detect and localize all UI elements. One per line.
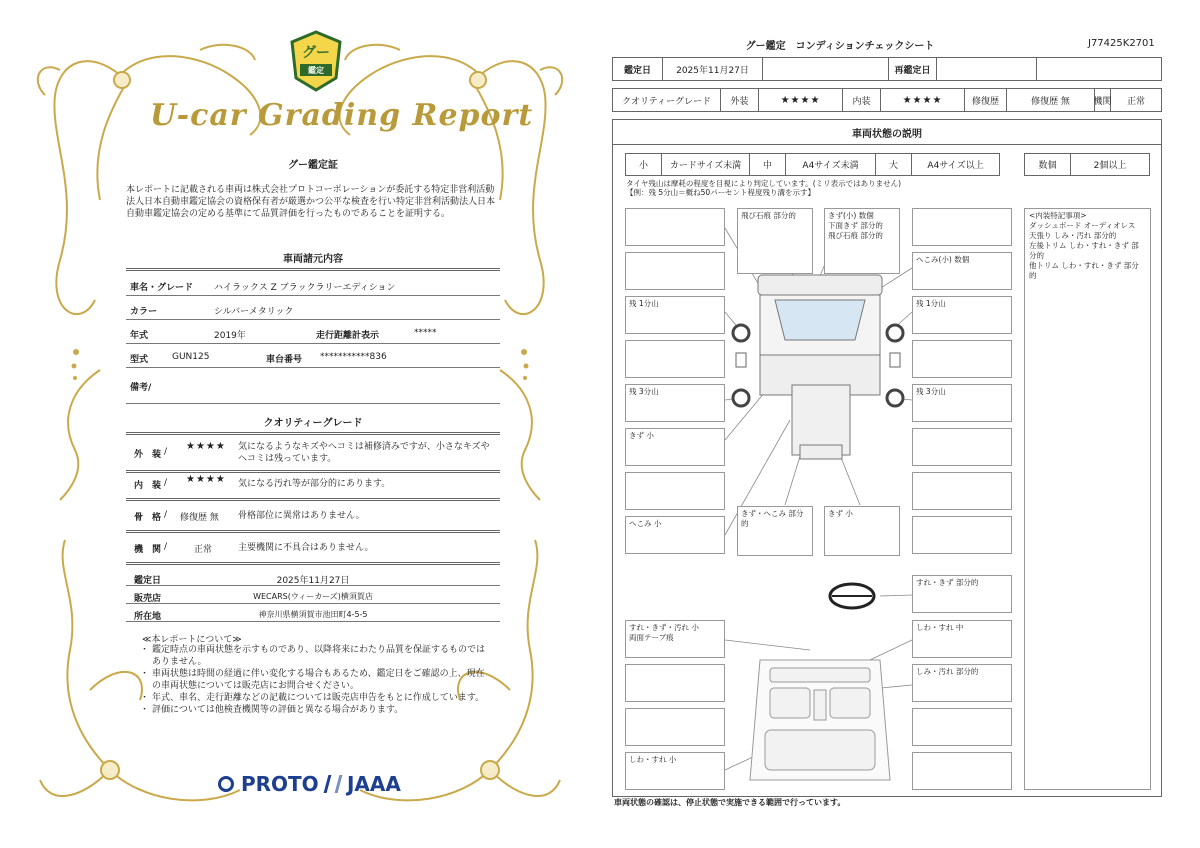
damage-box: [625, 472, 725, 510]
divider: [126, 432, 500, 435]
ribbon-bottom-left: [63, 540, 110, 770]
proto-logo: [218, 772, 319, 796]
logo-subtext: 鑑定: [308, 66, 324, 75]
spec-value: ハイラックス Z ブラックラリーエディション: [214, 283, 396, 293]
goo-appraisal-logo: [288, 30, 344, 92]
quality-label: 外 装: [134, 450, 162, 460]
quality-slash: /: [164, 542, 168, 552]
exterior-stars: ★★★★: [186, 441, 226, 452]
date-value: 2025年11月27日: [663, 58, 763, 80]
quality-slash: /: [164, 510, 168, 520]
legend-large: 大: [876, 154, 912, 175]
specs-title: 車両諸元内容: [283, 254, 343, 265]
footer-label: 販売店: [134, 594, 162, 604]
spec-label: 車名・グレード: [130, 283, 194, 293]
damage-box: 残 1分山: [912, 296, 1012, 334]
sheet-footer: 車両状態の確認は、停止状態で実施できる範囲で行っています。: [614, 798, 846, 807]
divider: [126, 470, 500, 473]
spec-row-year: [126, 320, 500, 344]
damage-box: 残 3分山: [625, 384, 725, 422]
damage-box: [912, 708, 1012, 746]
legend-count: 数個: [1025, 154, 1071, 175]
footer-label: 鑑定日: [134, 576, 162, 586]
legend-mid-desc: A4サイズ未満: [786, 154, 876, 175]
proto-mark-icon: [218, 776, 234, 792]
quality-row-interior: [126, 474, 500, 500]
damage-box: きず 小: [625, 428, 725, 466]
tire-note-line: タイヤ残山は摩耗の程度を目視により判定しています。(ミリ表示ではありません): [626, 179, 902, 188]
tire-note-line: 【例：残 5分山＝概ね50パーセント程度残り溝を示す】: [626, 188, 816, 197]
damage-box: [625, 664, 725, 702]
divider: [126, 268, 500, 271]
spec-value: GUN125: [172, 352, 210, 362]
interior-note: ダッシュボード オーディオレス: [1029, 221, 1136, 230]
quality-desc: 気になる汚れ等が部分的にあります。: [238, 479, 391, 489]
note-item: ・ 年式、車名、走行距離などの記載については販売店申告をもとに作成しています。: [140, 692, 490, 704]
condition-title: 車両状態の説明: [612, 119, 1162, 145]
interior-stars: ★★★★: [186, 474, 226, 485]
interior-note: 天張り しみ・汚れ 部分的: [1029, 231, 1117, 240]
truck-top-view: [758, 275, 882, 459]
logo-text: グー: [302, 45, 330, 61]
spec-value: ***********836: [320, 352, 387, 362]
quality-label: 機 関: [134, 545, 162, 555]
spec-label: 備考/: [130, 383, 152, 393]
notes-list: [140, 644, 490, 716]
spec-label: 型式: [130, 355, 149, 365]
footer-row-address: [126, 604, 500, 622]
damage-box: きず 小: [824, 506, 900, 556]
spec-label: 年式: [130, 331, 149, 341]
damage-box: [625, 340, 725, 378]
footer-value: 神奈川県横須賀市池田町4-5-5: [258, 610, 368, 619]
interior-stars: ★★★★: [881, 89, 965, 111]
footer-row-date: [126, 568, 500, 586]
damage-box: すれ・きず 部分的: [912, 575, 1012, 613]
damage-box: きず・へこみ 部分的: [737, 506, 813, 556]
grade-label: クオリティーグレード: [613, 89, 721, 111]
interior-note: 他トリム しわ・すれ・きず 部分的: [1029, 261, 1139, 280]
engine-value: 正常: [1126, 96, 1145, 107]
damage-box: [912, 428, 1012, 466]
legend-small-desc: カードサイズ未満: [662, 154, 750, 175]
damage-box: すれ・きず・汚れ 小 両面テープ痕: [625, 620, 725, 658]
damage-box: しわ・すれ 中: [912, 620, 1012, 658]
spec-value: 2019年: [214, 331, 246, 341]
quality-row-exterior: [126, 438, 500, 472]
certificate-heading: グー鑑定証: [288, 160, 338, 171]
damage-box: [625, 208, 725, 246]
damage-box: 飛び石痕 部分的: [737, 208, 813, 274]
quality-row-frame: [126, 508, 500, 532]
note-item: ・ 鑑定時点の車両状態を示すものであり、以降将来にわたり品質を保証するものではありません。: [140, 644, 490, 668]
note-item: ・ 評価については他検査機関等の評価と異なる場合があります。: [140, 704, 490, 716]
spec-value: *****: [414, 328, 437, 338]
spec-label: 車台番号: [266, 355, 303, 365]
notes-title: ≪本レポートについて≫: [142, 635, 242, 645]
condition-check-sheet: [600, 0, 1200, 848]
jaaa-logo-text: JAAA: [346, 772, 401, 796]
quality-label: 骨 格: [134, 513, 162, 523]
interior-top-view: [750, 660, 890, 780]
footer-label: 所在地: [134, 612, 162, 622]
legend-mid: 中: [750, 154, 786, 175]
interior-notes: [1024, 208, 1151, 790]
spec-label: 走行距離計表示: [316, 331, 380, 341]
date-label: 鑑定日: [613, 58, 663, 80]
spec-row-color: [126, 296, 500, 320]
spec-value: シルバーメタリック: [214, 307, 294, 317]
damage-box: [912, 472, 1012, 510]
spec-row-name: [126, 272, 500, 296]
jaaa-mark-icon: [324, 775, 343, 793]
divider: [126, 530, 500, 533]
sheet-title: グー鑑定 コンディションチェックシート: [745, 41, 935, 52]
ribbon-top-left: [54, 61, 120, 314]
spec-label: カラー: [130, 307, 158, 317]
repair-label: 修復歴: [965, 89, 1007, 111]
damage-box: [625, 252, 725, 290]
report-script-title: U-car Grading Report: [150, 98, 534, 133]
divider: [126, 562, 500, 565]
legend-large-desc: A4サイズ以上: [927, 161, 984, 171]
quality-desc: 骨格部位に異常はありません。: [238, 511, 365, 521]
damage-box: 残 1分山: [625, 296, 725, 334]
note-item: ・ 車両状態は時間の経過に伴い変化する場合もあるため、鑑定日をご確認の上、現在の車両状態については販売店にお問合せください。: [140, 668, 490, 692]
certificate-intro: 本レポートに記載される車両は株式会社プロトコーポレーションが委託する特定非営利活動法人日本自動車鑑定協会の資格保有者が厳選かつ公平な検査を行い特定非営利活動法人日本自動車鑑定協会の定める基準にて品質評価を行ったものであることを証明する。: [126, 185, 496, 219]
interior-notes-title: <内装特記事項>: [1029, 211, 1087, 220]
proto-logo-text: PROTO: [240, 772, 319, 796]
footer-value: 2025年11月27日: [276, 576, 350, 586]
legend-count-desc: 2個以上: [1093, 161, 1127, 171]
quality-label: 内 装: [134, 481, 162, 491]
engine-label: 機関: [1095, 89, 1111, 111]
steering-wheel-icon: [830, 584, 874, 608]
spec-row-remarks: [126, 374, 500, 404]
damage-box: [912, 208, 1012, 246]
footer-value: WECARS(ウィーカーズ)横須賀店: [253, 592, 373, 601]
exterior-label: 外装: [721, 89, 759, 111]
divider: [126, 498, 500, 501]
jaaa-logo: [326, 772, 401, 796]
legend-small: 小: [626, 154, 662, 175]
footer-row-dealer: [126, 586, 500, 604]
damage-box: [912, 516, 1012, 554]
damage-box: しわ・すれ 小: [625, 752, 725, 790]
quality-row-engine: [126, 540, 500, 564]
damage-box: へこみ 小: [625, 516, 725, 554]
damage-box: へこみ(小) 数個: [912, 252, 1012, 290]
damage-box: [912, 340, 1012, 378]
damage-box: 残 3分山: [912, 384, 1012, 422]
interior-label: 内装: [843, 89, 881, 111]
quality-slash: /: [164, 447, 168, 457]
damage-box: きず(小) 数個 下面きず 部分的 飛び石痕 部分的: [824, 208, 900, 274]
quality-slash: /: [164, 478, 168, 488]
quality-title: クオリティーグレード: [263, 418, 363, 429]
damage-box: [912, 752, 1012, 790]
quality-desc: 気になるようなキズやヘコミは補修済みですが、小さなキズやヘコミは残っています。: [238, 442, 490, 464]
quality-value: 修復歴 無: [180, 513, 219, 523]
sheet-id: J77425K2701: [1088, 38, 1155, 49]
spec-row-model: [126, 344, 500, 368]
quality-desc: 主要機関に不具合はありません。: [238, 543, 374, 553]
damage-box: しみ・汚れ 部分的: [912, 664, 1012, 702]
repair-value: 修復歴 無: [1007, 89, 1095, 111]
reappraisal-label: 再鑑定日: [889, 58, 937, 80]
damage-box: [625, 708, 725, 746]
interior-note: 左後トリム しわ・すれ・きず 部分的: [1029, 241, 1139, 260]
quality-value: 正常: [194, 545, 213, 555]
exterior-stars: ★★★★: [759, 89, 843, 111]
